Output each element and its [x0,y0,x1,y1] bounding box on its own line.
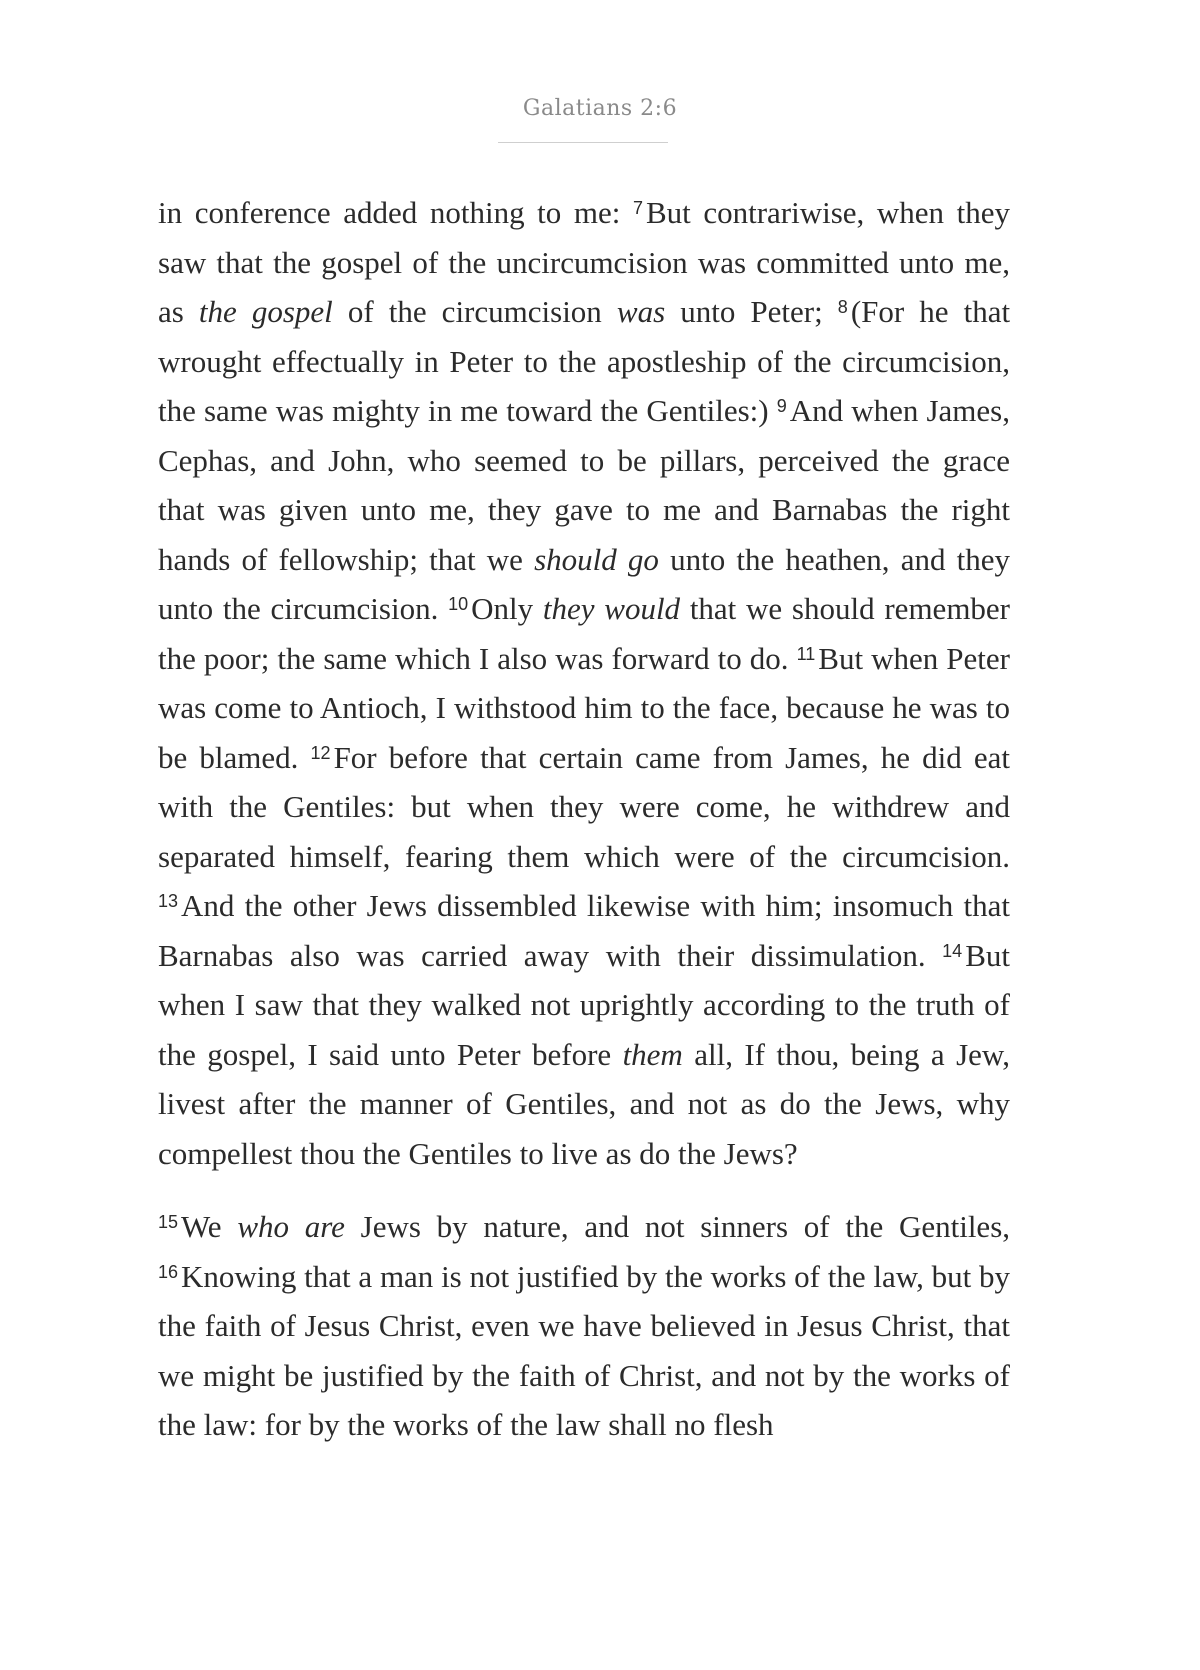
italic-text: was [616,294,666,329]
running-head: Galatians 2:6 [522,96,678,121]
italic-text: them [622,1036,683,1072]
verse-number: 15 [158,1212,179,1232]
verse-text: And when James, Cephas, and John, who seemed to be pillars, perceived the grace that was given unto me, they gave to me and Barnabas the right hands of fellowship; that we [158,393,1010,577]
verse-text: But when I saw that they walked not uprightly according to the truth of the gospel, I said unto Peter before [158,937,1010,1072]
verse-text: Jews by nature, and not sinners of the Gentiles, [360,1209,1011,1244]
paragraph [158,1202,1010,1450]
verse-text: unto the heathen, and they unto the circumcision. [158,541,1011,626]
verse-text: For before that certain came from James, he did eat with the Gentiles: but when they were come, he withdrew and separated himself, fearing them which were of the circumcision. [158,739,1010,874]
verse-number: 7 [632,198,643,218]
italic-text: they would [542,591,681,626]
verse-text: Only [471,591,534,626]
verse-text: that we should remember the poor; the same which I also was forward to do. [158,591,1011,676]
verse-text: all, If thou, being a Jew, livest after the manner of Gentiles, and not as do the Jews, why compellest thou the Gentiles to live as do the Jews? [158,1036,1011,1171]
verse-text: And the other Jews dissembled likewise with him; insomuch that Barnabas also was carried away with their dissimulation. [158,888,1010,973]
verse-number: 14 [942,940,963,961]
verse-text: of the circumcision [347,294,602,329]
verse-text: Knowing that a man is not justified by the works of the law, but by the faith of Jesus Christ, even we have believed in Jesus Christ, that we might be justified by the faith of Christ, and not by the works of the law: for by the works of the law shall no flesh [158,1258,1010,1442]
verse-text: in conference added nothing to me: [158,195,621,230]
verse-text: But contrariwise, when they saw that the gospel of the uncircumcision was committed unto me, as [158,195,1010,329]
italic-text: the gospel [198,294,333,329]
verse-text: But when Peter was come to Antioch, I withstood him to the face, because he was to be blamed. [158,640,1010,775]
scripture-text [158,188,1010,1450]
italic-text: who are [237,1209,345,1244]
italic-text: should go [534,541,659,577]
verse-text: unto Peter; [680,294,823,329]
verse-number: 11 [796,643,816,664]
verse-number: 16 [158,1261,179,1282]
paragraph [158,188,1010,1178]
verse-number: 10 [448,594,469,614]
verse-number: 13 [158,891,179,911]
verse-number: 8 [837,297,848,317]
verse-number: 12 [310,742,331,763]
verse-text: We [181,1209,222,1244]
verse-number: 9 [776,396,787,416]
running-head-rule [498,142,668,143]
verse-text: (For he that wrought effectually in Peter to the apostleship of the circumcision, the same was mighty in me toward the Gentiles:) [158,294,1011,428]
